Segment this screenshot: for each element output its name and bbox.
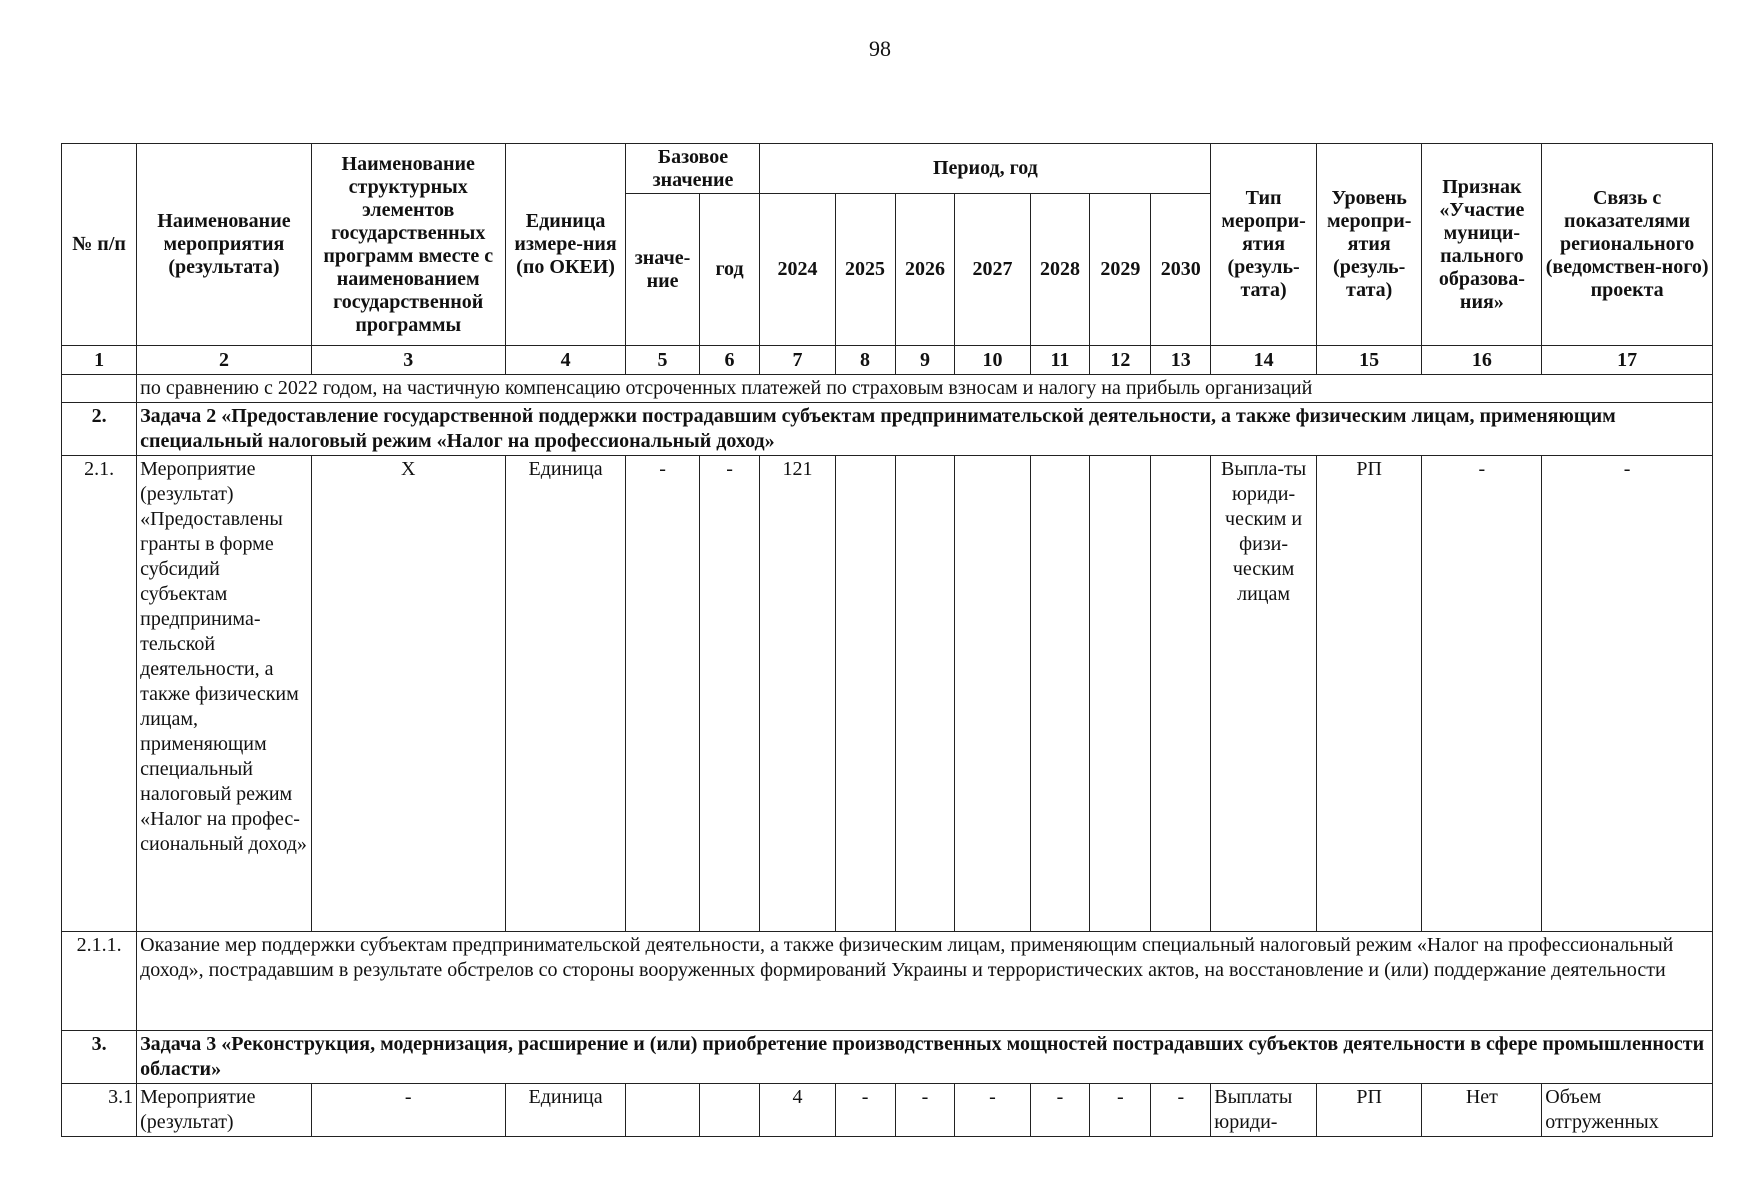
subevent-row bbox=[62, 932, 1713, 1031]
header-base-value-value: значе-ние bbox=[626, 194, 699, 346]
event-value-2030 bbox=[1151, 456, 1211, 932]
event-value-2025 bbox=[835, 456, 895, 932]
header-municipal-participation: Признак «Участие муници-пального образова-ния» bbox=[1422, 144, 1542, 346]
header-year-2025: 2025 bbox=[835, 194, 895, 346]
program-table bbox=[61, 143, 1713, 1137]
task-number: 2. bbox=[62, 403, 137, 456]
event-type: Выплаты юриди- bbox=[1211, 1084, 1317, 1137]
event-value-2027: - bbox=[955, 1084, 1030, 1137]
task-row bbox=[62, 1031, 1713, 1084]
column-number: 14 bbox=[1211, 346, 1317, 375]
header-project-link: Связь с показателями регионального (ведомствен-ного) проекта bbox=[1542, 144, 1713, 346]
event-value-2029: - bbox=[1090, 1084, 1151, 1137]
event-unit: Единица bbox=[505, 1084, 626, 1137]
column-number-row bbox=[62, 346, 1713, 375]
column-number: 10 bbox=[955, 346, 1030, 375]
event-base-value: - bbox=[626, 456, 699, 932]
column-number: 13 bbox=[1151, 346, 1211, 375]
header-year-2024: 2024 bbox=[760, 194, 835, 346]
column-number: 15 bbox=[1316, 346, 1422, 375]
event-number: 3.1 bbox=[62, 1084, 137, 1137]
column-number: 1 bbox=[62, 346, 137, 375]
event-value-2030: - bbox=[1151, 1084, 1211, 1137]
event-structural: Х bbox=[311, 456, 505, 932]
header-year-2028: 2028 bbox=[1030, 194, 1090, 346]
event-value-2028 bbox=[1030, 456, 1090, 932]
column-number: 7 bbox=[760, 346, 835, 375]
header-event-name: Наименование мероприятия (результата) bbox=[137, 144, 312, 346]
header-base-value: Базовое значение bbox=[626, 144, 760, 194]
event-value-2027 bbox=[955, 456, 1030, 932]
event-link: - bbox=[1542, 456, 1713, 932]
event-value-2024: 4 bbox=[760, 1084, 835, 1137]
event-row bbox=[62, 1084, 1713, 1137]
event-municipal: - bbox=[1422, 456, 1542, 932]
header-year-2027: 2027 bbox=[955, 194, 1030, 346]
column-number: 9 bbox=[895, 346, 955, 375]
event-municipal: Нет bbox=[1422, 1084, 1542, 1137]
column-number: 16 bbox=[1422, 346, 1542, 375]
task-title: Задача 3 «Реконструкция, модернизация, расширение и (или) приобретение производственных мощностей пострадавших субъектов деятельности в сфере промышленности области» bbox=[137, 1031, 1713, 1084]
event-type: Выпла-ты юриди-ческим и физи-ческим лицам bbox=[1211, 456, 1317, 932]
header-unit: Единица измере-ния (по ОКЕИ) bbox=[505, 144, 626, 346]
header-year-2030: 2030 bbox=[1151, 194, 1211, 346]
event-value-2026: - bbox=[895, 1084, 955, 1137]
column-number: 4 bbox=[505, 346, 626, 375]
header-year-2026: 2026 bbox=[895, 194, 955, 346]
header-period: Период, год bbox=[760, 144, 1211, 194]
header-event-type: Тип меропри-ятия (резуль-тата) bbox=[1211, 144, 1317, 346]
event-structural: - bbox=[311, 1084, 505, 1137]
event-value-2025: - bbox=[835, 1084, 895, 1137]
continuation-row bbox=[62, 375, 1713, 403]
event-level: РП bbox=[1316, 456, 1422, 932]
event-value-2028: - bbox=[1030, 1084, 1090, 1137]
event-name: Мероприятие (результат) bbox=[137, 1084, 312, 1137]
event-name: Мероприятие (результат) «Предоставлены гранты в форме субсидий субъектам предпринима-тельской деятельности, а также физическим лицам, применяющим специальный налоговый режим «Налог на профес-сиональный доход» bbox=[137, 456, 312, 932]
task-title: Задача 2 «Предоставление государственной поддержки пострадавшим субъектам предпринимательской деятельности, а также физическим лицам, применяющим специальный налоговый режим «Налог на профессиональный доход» bbox=[137, 403, 1713, 456]
subevent-number: 2.1.1. bbox=[62, 932, 137, 1031]
continuation-text: по сравнению с 2022 годом, на частичную компенсацию отсроченных платежей по страховым взносам и налогу на прибыль организаций bbox=[137, 375, 1713, 403]
page-number: 98 bbox=[869, 36, 891, 61]
column-number: 5 bbox=[626, 346, 699, 375]
header-year-2029: 2029 bbox=[1090, 194, 1151, 346]
column-number: 11 bbox=[1030, 346, 1090, 375]
event-value-2024: 121 bbox=[760, 456, 835, 932]
event-number: 2.1. bbox=[62, 456, 137, 932]
event-value-2026 bbox=[895, 456, 955, 932]
column-number: 8 bbox=[835, 346, 895, 375]
event-link: Объем отгруженных bbox=[1542, 1084, 1713, 1137]
column-number: 12 bbox=[1090, 346, 1151, 375]
event-level: РП bbox=[1316, 1084, 1422, 1137]
event-base-year bbox=[699, 1084, 760, 1137]
header-base-value-year: год bbox=[699, 194, 760, 346]
column-number: 6 bbox=[699, 346, 760, 375]
header-number: № п/п bbox=[62, 144, 137, 346]
column-number: 17 bbox=[1542, 346, 1713, 375]
task-row bbox=[62, 403, 1713, 456]
header-event-level: Уровень меропри-ятия (резуль-тата) bbox=[1316, 144, 1422, 346]
column-number: 2 bbox=[137, 346, 312, 375]
task-number: 3. bbox=[62, 1031, 137, 1084]
event-unit: Единица bbox=[505, 456, 626, 932]
event-row bbox=[62, 456, 1713, 932]
event-base-value bbox=[626, 1084, 699, 1137]
event-value-2029 bbox=[1090, 456, 1151, 932]
header-structural-elements: Наименование структурных элементов государственных программ вместе с наименованием государственной программы bbox=[311, 144, 505, 346]
event-base-year: - bbox=[699, 456, 760, 932]
subevent-text: Оказание мер поддержки субъектам предпринимательской деятельности, а также физическим лицам, применяющим специальный налоговый режим «Налог на профессиональный доход», пострадавшим в результате обстрелов со стороны вооруженных формирований Украины и террористических актов, на восстановление и (или) поддержание деятельности bbox=[137, 932, 1713, 1031]
column-number: 3 bbox=[311, 346, 505, 375]
